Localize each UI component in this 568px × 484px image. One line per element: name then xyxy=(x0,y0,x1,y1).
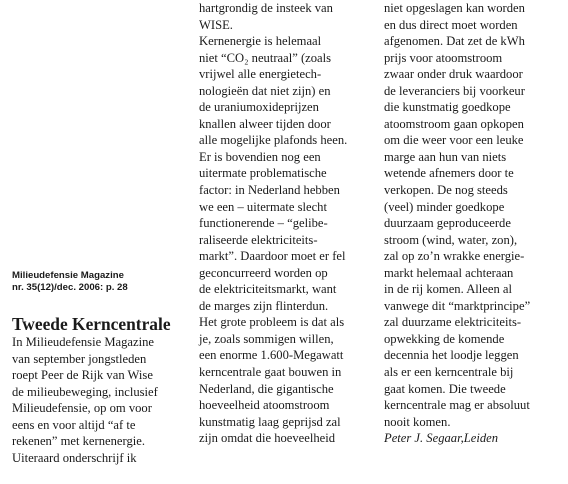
text-line: functionerende – “gelibe- xyxy=(199,216,328,231)
article-headline: Tweede Kerncentrale xyxy=(12,314,171,334)
author-signature: Peter J. Segaar,Leiden xyxy=(384,431,499,446)
article-column-3 xyxy=(384,0,564,447)
text-line: Uiteraard onderschrijf ik xyxy=(12,450,137,465)
text-line: alle mogelijke plafonds heen. xyxy=(199,133,348,148)
text-line: Kernenergie is helemaal xyxy=(199,34,322,49)
text-line: geconcurreerd worden op xyxy=(199,265,328,280)
text-line: Er is bovendien nog een xyxy=(199,149,321,164)
text-line: de elektriciteitsmarkt, want xyxy=(199,282,337,297)
text-line: Nederland, die gigantische xyxy=(199,381,334,396)
text-line: nooit komen. xyxy=(384,414,451,429)
text-line: die kunstmatig goedkope xyxy=(384,100,511,115)
text-line: gaat komen. Die tweede xyxy=(384,381,506,396)
text-line: duurzaam geproduceerde xyxy=(384,216,511,231)
text-line: niet “CO₂ neutraal” (zoals xyxy=(199,50,332,65)
text-line: rekenen” met kernenergie. xyxy=(12,434,145,449)
text-line: (veel) minder goedkope xyxy=(384,199,505,214)
text-line: om die weer voor een leuke xyxy=(384,133,524,148)
text-line: opwekking de komende xyxy=(384,331,505,346)
article-column-2 xyxy=(199,0,379,447)
text-line: je, zoals sommigen willen, xyxy=(199,331,334,346)
text-line: vanwege dit “marktprincipe” xyxy=(384,298,531,313)
text-line: vrijwel alle energietech- xyxy=(199,67,322,82)
text-line: hartgrondig de insteek van xyxy=(199,1,333,15)
text-line: decennia het loodje leggen xyxy=(384,348,519,363)
text-line: marge aan hun van niets xyxy=(384,149,507,164)
text-line: de milieubeweging, inclusief xyxy=(12,384,158,399)
text-line: markt helemaal achteraan xyxy=(384,265,514,280)
text-line: niet opgeslagen kan worden xyxy=(384,1,525,15)
text-line: WISE. xyxy=(199,17,233,32)
text-line: nologieën dat niet zijn) en xyxy=(199,83,331,98)
text-line: kerncentrale gaat bouwen in xyxy=(199,365,342,380)
text-line: Milieudefensie, op om voor xyxy=(12,401,152,416)
text-line: en dus direct moet worden xyxy=(384,17,518,32)
text-line: atoomstroom gaan opkopen xyxy=(384,116,524,131)
text-line: knallen alweer tijden door xyxy=(199,116,331,131)
text-line: de leveranciers bij voorkeur xyxy=(384,83,525,98)
text-line: de marges zijn flinterdun. xyxy=(199,298,329,313)
article-column-1 xyxy=(12,334,158,466)
text-line: In Milieudefensie Magazine xyxy=(12,335,154,349)
text-line: als er een kerncentrale bij xyxy=(384,365,514,380)
text-line: stroom (wind, water, zon), xyxy=(384,232,518,247)
text-line: zal op zo’n wrakke energie- xyxy=(384,249,525,264)
text-line: zijn omdat die hoeveelheid xyxy=(199,431,336,446)
text-line: roept Peer de Rijk van Wise xyxy=(12,368,153,383)
text-line: de uraniumoxideprijzen xyxy=(199,100,319,115)
source-citation xyxy=(12,270,128,293)
source-issue: nr. 35(12)/dec. 2006: p. 28 xyxy=(12,281,128,293)
text-line: eens en voor altijd “af te xyxy=(12,417,136,432)
text-line: van september jongstleden xyxy=(12,351,147,366)
text-line: Het grote probleem is dat als xyxy=(199,315,345,330)
text-line: afgenomen. Dat zet de kWh xyxy=(384,34,525,49)
text-line: factor: in Nederland hebben xyxy=(199,183,340,198)
text-line: prijs voor atoomstroom xyxy=(384,50,503,65)
text-line: raliseerde elektriciteits- xyxy=(199,232,318,247)
text-line: zwaar onder druk waardoor xyxy=(384,67,523,82)
text-line: kunstmatig laag geprijsd zal xyxy=(199,414,341,429)
text-line: hoeveelheid atoomstroom xyxy=(199,398,330,413)
text-line: wetende afnemers door te xyxy=(384,166,514,181)
text-line: zal duurzame elektriciteits- xyxy=(384,315,522,330)
text-line: uitermate problematische xyxy=(199,166,327,181)
text-line: verkopen. De nog steeds xyxy=(384,183,508,198)
text-line: in de rij komen. Alleen al xyxy=(384,282,513,297)
text-line: kerncentrale mag er absoluut xyxy=(384,398,530,413)
source-magazine: Milieudefensie Magazine xyxy=(12,270,124,281)
text-line: we een – uitermate slecht xyxy=(199,199,327,214)
text-line: markt”. Daardoor moet er fel xyxy=(199,249,346,264)
text-line: een enorme 1.600-Megawatt xyxy=(199,348,344,363)
